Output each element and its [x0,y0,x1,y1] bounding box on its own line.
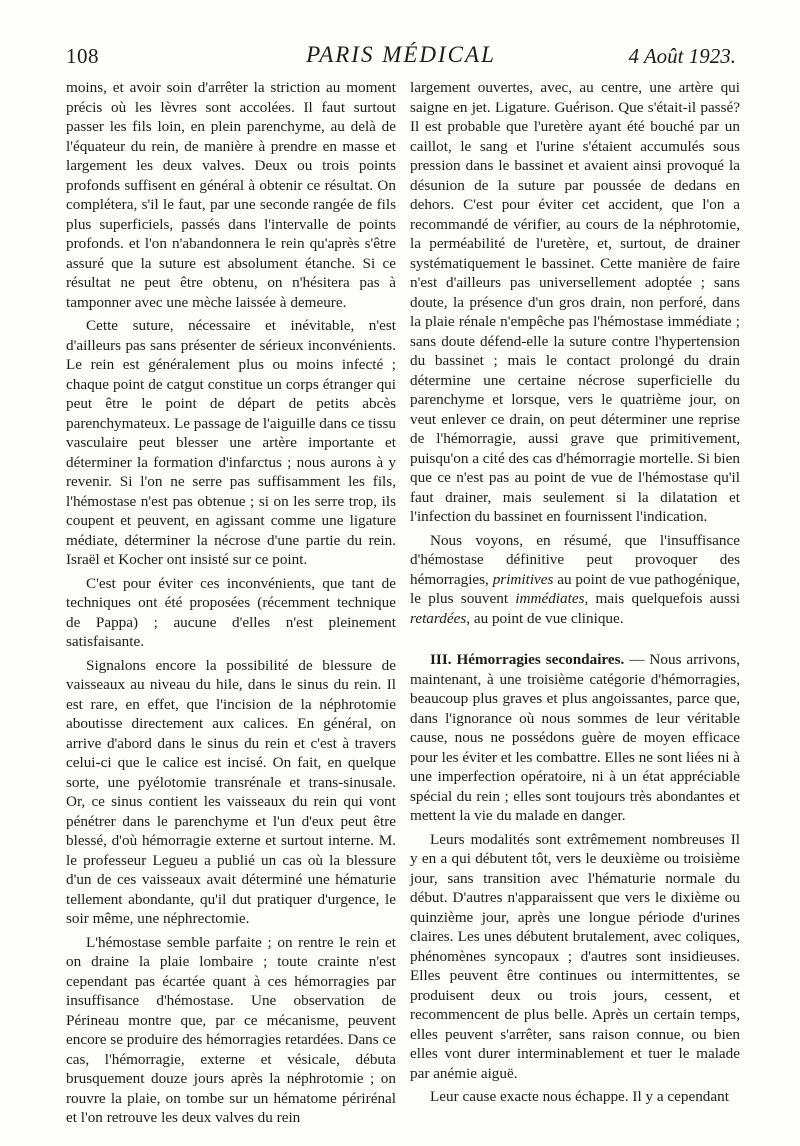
italic-term: retardées [410,609,467,627]
paragraph: moins, et avoir soin d'arrêter la striction au moment précis où les lèvres sont accolées. Il faut surtout passer les fils loin, en plein parenchyme, au delà de l'équateur du rein, de manière à prendre en masse et largement les deux valves. Deux ou trois points profonds suffisent en général à obtenir ce résultat. On complétera, s'il le faut, par une seconde rangée de fils plus superficiels, passés dans l'intervalle de points profonds. et l'on n'abandonnera le rein qu'après s'être assuré que la suture est absolument étanche. Si ce résultat ne peut être obtenu, on n'hésitera pas à tamponner avec une mèche laissée à demeure. [66,79,396,311]
paragraph: largement ouvertes, avec, au centre, une artère qui saigne en jet. Ligature. Guérison. Que s'était-il passé? Il est probable que l'uretère ayant été bouché par un caillot, le sang et l'urine s'étaient accumulés sous pression dans le bassinet et avaient ainsi provoqué la désunion de la suture par poussée de dedans en dehors. C'est pour éviter cet accident, que l'on a recommandé de vérifier, au cours de la néphrotomie, la perméabilité de l'uretère, et, surtout, de drainer systématiquement le bassinet. Cette manière de faire n'est d'ailleurs pas universellement adoptée ; sans doute, la présence d'un gros drain, non perforé, dans la plaie rénale n'empêche pas l'hémostase immédiate ; sans doute défend-elle la suture contre l'hypertension du bassinet ; mais le contact prolongé du drain détermine une certaine nécrose superficielle du parenchyme et lorsque, vers le quatrième jour, on veut enlever ce drain, on peut déterminer une reprise de l'hémorragie, aussi grave que primitivement, puisqu'on a cité des cas d'hémorragie mortelle. Si bien que ce n'est pas au point de vue de l'hémostase qu'il faut drainer, mais seulement si la dilatation et l'infection du bassinet en fournissent l'indication. [410,79,740,525]
text-run: au point de vue pathogénique, le plus souvent [410,570,741,607]
section-text: — Nous arrivons, maintenant, à une troisième catégorie d'hémorragies, beaucoup plus graves et plus angoissantes, parce que, dans l'ignorance où nous sommes de leur véritable cause, nous ne possédons guère de moyen efficace pour les éviter et les combattre. Elles ne sont liées ni à une imperfection opératoire, ni à un état appréciable spécial du rein ; elles sont toujours très abondantes et mettent la vie du malade en danger. [410,651,740,824]
text-run: Nous voyons, en résumé, que l'insuffisance d'hémostase définitive peut provoquer des hémorragies, [410,531,740,588]
summary-paragraph [410,531,740,629]
text-run: , au point de vue clinique. [466,609,624,627]
paragraph: Cette suture, nécessaire et inévitable, n'est d'ailleurs pas sans présenter de sérieux inconvénients. Le rein est généralement plus ou moins infecté ; chaque point de catgut constitue un corps étranger qui peut être le point de départ de petits abcès parenchymateux. Le passage de l'aiguille dans ce tissu vasculaire peut blesser une artère importante et déterminer la formation d'infarctus ; nous aurons à y revenir. Si l'on ne serre pas suffisamment les fils, l'hémostase n'est pas obtenue ; si on les serre trop, ils coupent et peuvent, en agissant comme une ligature médiate, déterminer la nécrose d'une partie du rein. Israël et Kocher ont insisté sur ce point. [66,317,396,568]
left-column [66,78,396,1132]
section-paragraph [410,650,740,826]
paragraph: Leurs modalités sont extrêmement nombreuses Il y en a qui débutent tôt, vers le deuxième ou troisième jour, sans transition avec l'hématurie normale du début. D'autres n'apparaissent que vers le dixième ou quinzième jour, après une longue période d'urines claires. Les unes débutent brutalement, avec coliques, phénomènes syncopaux ; d'autres sont insidieuses. Elles peuvent être continues ou intermittentes, se produisent deux ou trois jours, cessent, et recommencent de plus belle. Après un certain temps, elles peuvent s'arrêter, sans raison connue, ou bien elles vont durer interminablement et tuer le malade par anémie aiguë. [410,830,740,1082]
paragraph: C'est pour éviter ces inconvénients, que tant de techniques ont été proposées (récemment technique de Pappa) ; aucune d'elles n'est pleinement satisfaisante. [66,574,396,650]
page-header [66,40,736,70]
paragraph: Leur cause exacte nous échappe. Il y a cependant [430,1088,729,1105]
italic-term: immédiates [515,590,585,607]
paragraph: Signalons encore la possibilité de blessure de vaisseaux au niveau du hile, dans le sinus du rein. Il est rare, en effet, que l'incision de la néphrotomie aboutisse directement aux calices. En général, on arrive d'abord dans le sinus du rein et c'est à travers celui-ci que le calice est incisé. On fait, en quelque sorte, une pyélotomie transrénale et trans-sinusale. Or, ce sinus contient les vaisseaux du rein qui vont pénétrer dans le parenchyme et l'un d'eux peut être blessé, d'où hémorragie externe et surtout interne. M. le professeur Legueu a publié un cas où la blessure d'un de ces vaisseaux avait déterminé une hématurie tellement abondante, qu'il dut pratiquer d'urgence, le soir même, une néphrectomie. [66,656,396,927]
italic-term: primitives [492,570,554,588]
text-run: , mais quelquefois aussi [584,590,740,607]
journal-title: PARIS MÉDICAL [306,42,496,67]
issue-date: 4 Août 1923. [628,44,736,68]
page-number: 108 [66,44,99,68]
right-column [410,78,740,1111]
paragraph: L'hémostase semble parfaite ; on rentre le rein et on draine la plaie lombaire ; toute crainte n'est cependant pas écartée quant à ces hémorragies par insuffisance d'hémostase. Une observation de Périneau montre que, par ce mécanisme, peuvent encore se produire des hémorragies retardées. Dans ce cas, l'hémorragie, externe et vésicale, débuta brusquement douze jours après la néphrotomie ; on rouvre la plaie, on tombe sur un hématome périrénal et l'on retrouve les deux valves du rein [66,933,396,1126]
section-heading: III. Hémorragies secondaires. [430,651,625,668]
